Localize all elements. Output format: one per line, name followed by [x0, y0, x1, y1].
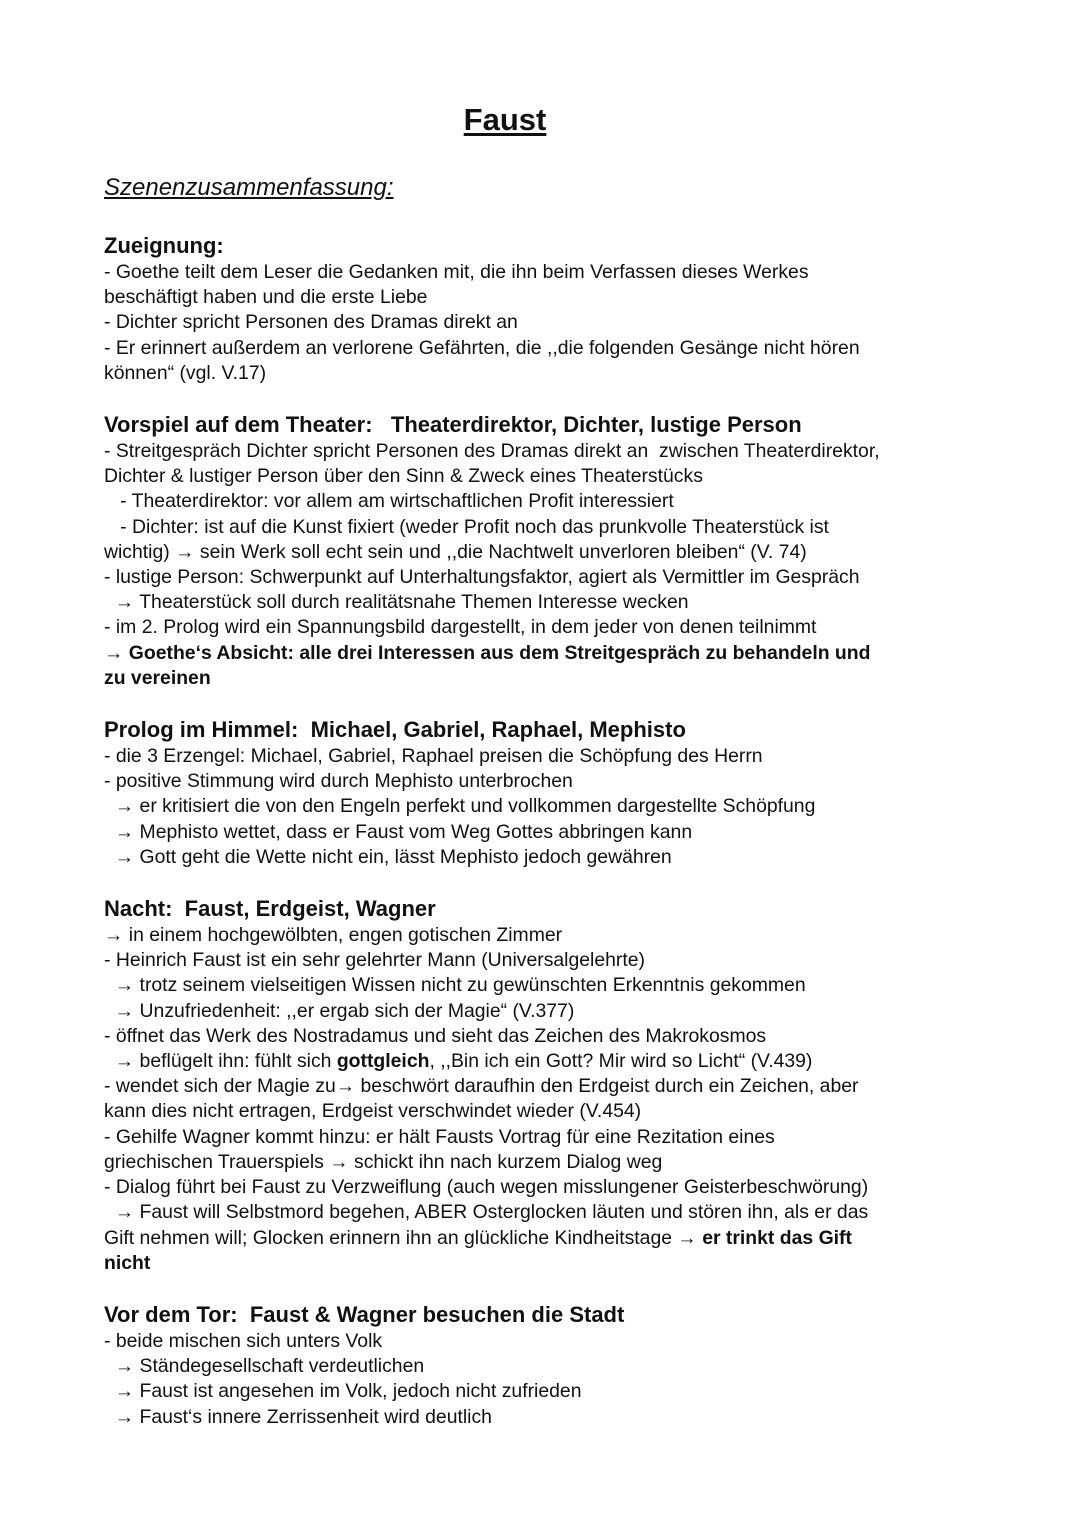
text-line: → Faust ist angesehen im Volk, jedoch nicht zufrieden	[104, 1380, 582, 1403]
text-line: → Theaterstück soll durch realitätsnahe Themen Interesse wecken	[104, 591, 689, 614]
text-line: Dichter & lustiger Person über den Sinn & Zweck eines Theaterstücks	[104, 465, 703, 488]
text-line: - Heinrich Faust ist ein sehr gelehrter Mann (Universalgelehrte)	[104, 949, 646, 972]
text-run-bold: gottgleich	[336, 1050, 430, 1073]
section-nacht	[104, 895, 984, 1276]
text-line: → Mephisto wettet, dass er Faust vom Weg Gottes abbringen kann	[104, 820, 693, 843]
text-line: - Goethe teilt dem Leser die Gedanken mit, die ihn beim Verfassen dieses Werkes	[104, 261, 809, 283]
text-run-bold: → er trinkt das Gift	[677, 1226, 852, 1249]
text-line: - positive Stimmung wird durch Mephisto unterbrochen	[104, 770, 573, 793]
text-line: → Faust will Selbstmord begehen, ABER Osterglocken läuten und stören ihn, als er das	[104, 1201, 869, 1224]
section-prolog	[104, 716, 984, 870]
section-heading: Zueignung:	[104, 233, 224, 258]
text-line: → Gott geht die Wette nicht ein, lässt Mephisto jedoch gewähren	[104, 845, 672, 868]
section-heading: Vor dem Tor: Faust & Wagner besuchen die Stadt	[104, 1301, 625, 1327]
text-line: → er kritisiert die von den Engeln perfekt und vollkommen dargestellte Schöpfung	[104, 795, 816, 818]
text-line: - beide mischen sich unters Volk	[104, 1329, 383, 1352]
text-line-bold: nicht	[104, 1251, 151, 1274]
text-line: griechischen Trauerspiels → schickt ihn nach kurzem Dialog weg	[104, 1150, 663, 1173]
text-line: - Dichter spricht Personen des Dramas direkt an	[104, 311, 518, 334]
document-body	[104, 232, 984, 1455]
text-line: - die 3 Erzengel: Michael, Gabriel, Raphael preisen die Schöpfung des Herrn	[104, 745, 763, 768]
section-vorspiel	[104, 411, 984, 691]
text-line: - Gehilfe Wagner kommt hinzu: er hält Fausts Vortrag für eine Rezitation eines	[104, 1125, 775, 1148]
page-subtitle: Szenenzusammenfassung:	[104, 174, 394, 201]
text-line: - im 2. Prolog wird ein Spannungsbild dargestellt, in dem jeder von denen teilnimmt	[104, 616, 817, 639]
text-line: - wendet sich der Magie zu→ beschwört daraufhin den Erdgeist durch ein Zeichen, aber	[104, 1075, 859, 1098]
text-line: - lustige Person: Schwerpunkt auf Unterhaltungsfaktor, agiert als Vermittler im Gespräch	[104, 566, 860, 589]
page-title: Faust	[463, 102, 547, 137]
text-line: - Dialog führt bei Faust zu Verzweiflung (auch wegen misslungener Geisterbeschwörung)	[104, 1176, 869, 1199]
text-line: - Theaterdirektor: vor allem am wirtschaftlichen Profit interessiert	[104, 490, 674, 513]
section-zueignung	[104, 232, 984, 386]
text-run: Gift nehmen will; Glocken erinnern ihn an glückliche Kindheitstage	[104, 1226, 678, 1249]
text-line: kann dies nicht ertragen, Erdgeist verschwindet wieder (V.454)	[104, 1100, 642, 1123]
text-line: - Er erinnert außerdem an verlorene Gefährten, die ,,die folgenden Gesänge nicht hören	[104, 336, 860, 359]
section-heading: Vorspiel auf dem Theater: Theaterdirektor, Dichter, lustige Person	[104, 412, 802, 438]
text-line: → Ständegesellschaft verdeutlichen	[104, 1355, 425, 1378]
text-line	[104, 1049, 984, 1074]
text-line-bold: zu vereinen	[104, 666, 211, 689]
text-line: - öffnet das Werk des Nostradamus und sieht das Zeichen des Makrokosmos	[104, 1024, 767, 1047]
text-line: → trotz seinem vielseitigen Wissen nicht zu gewünschten Erkenntnis gekommen	[104, 974, 806, 997]
text-line: → in einem hochgewölbten, engen gotischen Zimmer	[104, 924, 563, 947]
text-line: - Streitgespräch Dichter spricht Personen des Dramas direkt an zwischen Theaterdirektor,	[104, 440, 880, 463]
text-line: können“ (vgl. V.17)	[104, 361, 267, 384]
text-line: wichtig) → sein Werk soll echt sein und ,,die Nachtwelt unverloren bleiben“ (V. 74)	[104, 540, 807, 563]
text-line: beschäftigt haben und die erste Liebe	[104, 286, 428, 309]
section-heading: Prolog im Himmel: Michael, Gabriel, Raphael, Mephisto	[104, 717, 686, 743]
text-line-bold: → Goethe‘s Absicht: alle drei Interessen aus dem Streitgespräch zu behandeln und	[104, 641, 871, 664]
text-line: - Dichter: ist auf die Kunst fixiert (weder Profit noch das prunkvolle Theaterstück ist	[104, 515, 829, 538]
text-run: → beflügelt ihn: fühlt sich	[104, 1050, 337, 1073]
text-run: , ,,Bin ich ein Gott? Mir wird so Licht“ (V.439)	[429, 1050, 813, 1073]
text-line	[104, 1226, 984, 1251]
section-vor-dem-tor	[104, 1301, 984, 1430]
text-line: → Faust‘s innere Zerrissenheit wird deutlich	[104, 1405, 492, 1428]
text-line: → Unzufriedenheit: ,,er ergab sich der Magie“ (V.377)	[104, 999, 575, 1022]
section-heading: Nacht: Faust, Erdgeist, Wagner	[104, 896, 436, 922]
